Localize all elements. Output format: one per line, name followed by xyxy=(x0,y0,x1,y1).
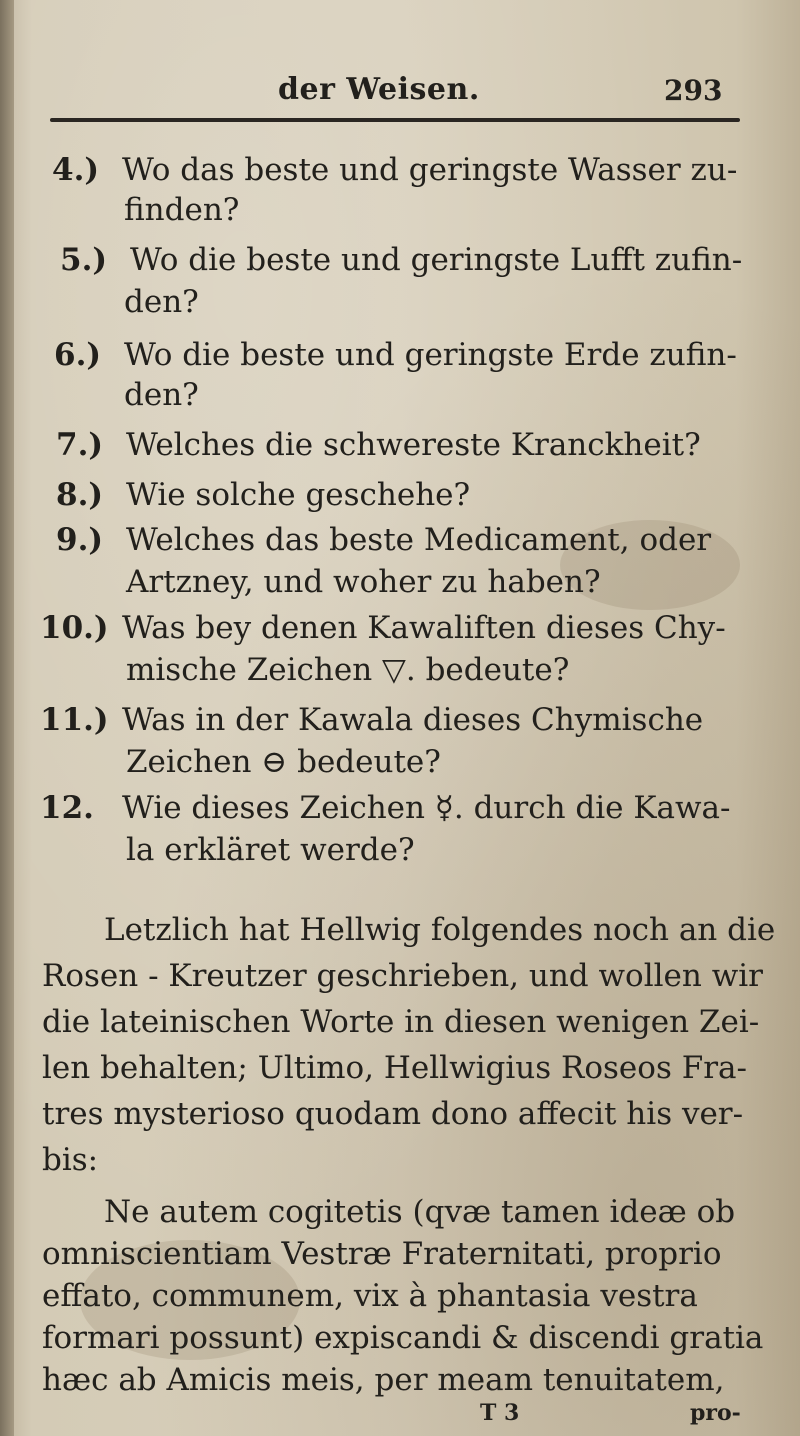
question-number: 4.) xyxy=(52,152,100,188)
book-spine xyxy=(0,0,14,1436)
question-9 xyxy=(56,520,711,560)
question-5-cont: den? xyxy=(124,284,199,320)
question-text: Welches die schwereste Kranckheit? xyxy=(126,427,701,463)
question-6-cont: den? xyxy=(124,377,199,413)
question-text: Wie dieses Zeichen ☿. durch die Kawa- xyxy=(122,790,731,826)
question-number: 11.) xyxy=(40,702,109,738)
paragraph-line: len behalten; Ultimo, Hellwigius Roseos Fra- xyxy=(42,1050,747,1086)
latin-line: omniscientiam Vestræ Fraternitati, proprio xyxy=(42,1236,722,1272)
question-text: Was bey denen Kawaliften dieses Chy- xyxy=(122,610,726,646)
question-text: Wo die beste und geringste Erde zufin- xyxy=(124,337,737,373)
question-12-cont: la erkläret werde? xyxy=(126,832,415,868)
question-6 xyxy=(54,335,737,375)
question-4 xyxy=(52,150,737,190)
question-text: Welches das beste Medicament, oder xyxy=(126,522,712,558)
question-9-cont: Artzney, und woher zu haben? xyxy=(126,564,601,600)
question-5 xyxy=(60,240,742,280)
question-number: 7.) xyxy=(56,427,104,463)
catchword: pro- xyxy=(690,1400,741,1426)
paragraph-line: die lateinischen Worte in diesen wenigen Zei- xyxy=(42,1004,760,1040)
question-7 xyxy=(56,425,701,465)
question-11-cont: Zeichen ⊖ bedeute? xyxy=(126,744,441,780)
latin-line: Ne autem cogitetis (qvæ tamen ideæ ob xyxy=(104,1194,736,1230)
latin-line: formari possunt) expiscandi & discendi gratia xyxy=(42,1320,764,1356)
question-number: 10.) xyxy=(40,610,109,646)
question-12 xyxy=(40,788,730,828)
paragraph-line: Letzlich hat Hellwig folgendes noch an die xyxy=(104,912,776,948)
question-10-cont: mische Zeichen ▽. bedeute? xyxy=(126,652,570,688)
question-11 xyxy=(40,700,703,740)
latin-line: effato, communem, vix à phantasia vestra xyxy=(42,1278,698,1314)
question-number: 8.) xyxy=(56,477,104,513)
question-number: 5.) xyxy=(60,242,108,278)
paragraph-line: bis: xyxy=(42,1142,99,1178)
question-text: Wo die beste und geringste Lufft zufin- xyxy=(130,242,743,278)
question-text: Wo das beste und geringste Wasser zu- xyxy=(122,152,738,188)
question-10 xyxy=(40,608,726,648)
latin-line: hæc ab Amicis meis, per meam tenuitatem, xyxy=(42,1362,725,1398)
question-text: Wie solche geschehe? xyxy=(126,477,471,513)
page-number: 293 xyxy=(664,74,723,107)
question-number: 12. xyxy=(40,790,94,826)
header-rule xyxy=(50,118,740,122)
question-number: 6.) xyxy=(54,337,102,373)
question-text: Was in der Kawala dieses Chymische xyxy=(122,702,704,738)
signature-mark: T 3 xyxy=(480,1400,520,1426)
question-8 xyxy=(56,475,470,515)
paragraph-line: Rosen - Kreutzer geschrieben, und wollen wir xyxy=(42,958,763,994)
question-4-cont: finden? xyxy=(124,192,240,228)
question-number: 9.) xyxy=(56,522,104,558)
running-head: der Weisen. xyxy=(278,72,480,107)
paragraph-line: tres mysterioso quodam dono affecit his ver- xyxy=(42,1096,744,1132)
page-header xyxy=(0,72,800,112)
